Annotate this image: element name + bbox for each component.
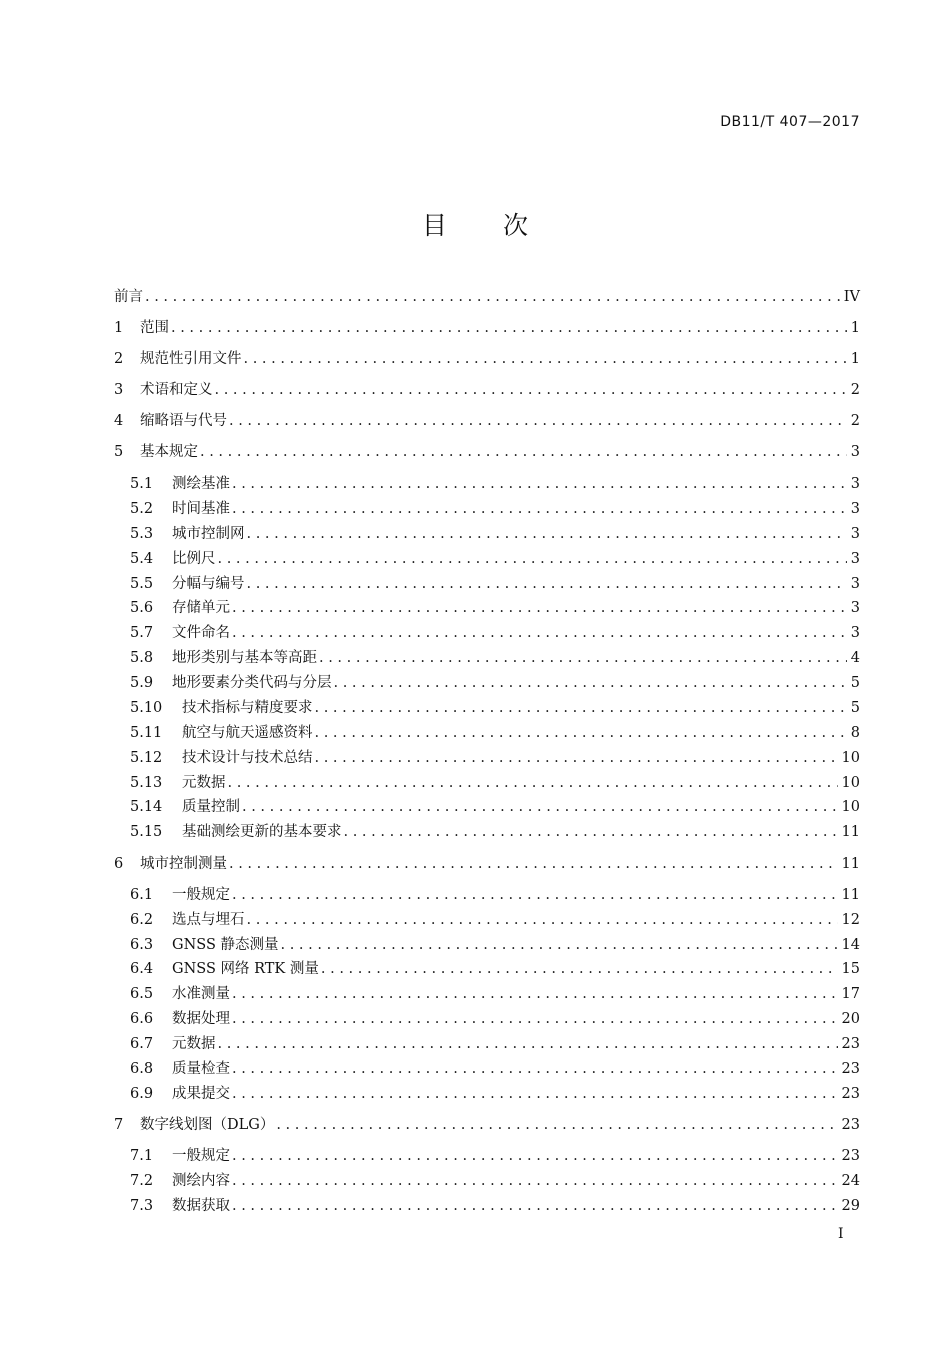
- toc-dot-leader: [281, 934, 838, 956]
- toc-entry[interactable]: [114, 1114, 860, 1136]
- toc-entry-page: 3: [850, 551, 860, 567]
- toc-entry-title: 元数据: [172, 1036, 216, 1052]
- title-char-1: 目: [421, 211, 447, 240]
- toc-entry[interactable]: [114, 853, 860, 875]
- toc-dot-leader: [247, 909, 838, 931]
- toc-entry-title: 航空与航天遥感资料: [182, 725, 313, 741]
- toc-entry[interactable]: [130, 622, 860, 644]
- toc-entry-number: 5.5: [130, 576, 154, 592]
- toc-entry-number: 7.1: [130, 1148, 154, 1164]
- toc-entry-number: 5.12: [130, 750, 163, 766]
- toc-entry[interactable]: [130, 1170, 860, 1192]
- toc-entry[interactable]: [130, 958, 860, 980]
- toc-entry[interactable]: [114, 410, 860, 432]
- toc-entry-title: 时间基准: [172, 501, 230, 517]
- toc-dot-leader: [232, 983, 838, 1005]
- toc-entry-title: 存储单元: [172, 600, 230, 616]
- toc-dot-leader: [232, 597, 847, 619]
- toc-entry-number: 5.2: [130, 501, 154, 517]
- toc-entry-page: IV: [843, 289, 860, 305]
- toc-entry-title: 测绘基准: [172, 476, 230, 492]
- toc-entry-title: 前言: [114, 289, 143, 305]
- toc-entry[interactable]: [130, 772, 860, 794]
- toc-entry[interactable]: [130, 934, 860, 956]
- toc-entry-number: 1: [114, 320, 124, 336]
- document-code: DB11/T 407—2017: [720, 114, 860, 130]
- toc-entry-page: 12: [841, 912, 860, 928]
- toc-entry-title: 一般规定: [172, 887, 230, 903]
- toc-entry-page: 29: [841, 1198, 860, 1214]
- toc-entry-page: 23: [841, 1036, 860, 1052]
- toc-entry-page: 10: [841, 799, 860, 815]
- toc-entry-title: 术语和定义: [140, 382, 213, 398]
- title-char-2: 次: [503, 211, 529, 240]
- toc-entry-number: 5.4: [130, 551, 154, 567]
- toc-dot-leader: [232, 1170, 838, 1192]
- toc-entry-page: 3: [850, 526, 860, 542]
- toc-entry-page: 3: [850, 444, 860, 460]
- toc-entry-title: GNSS 网络 RTK 测量: [172, 961, 319, 977]
- toc-dot-leader: [276, 1114, 837, 1136]
- toc-entry-number: 5.1: [130, 476, 154, 492]
- toc-entry[interactable]: [130, 473, 860, 495]
- toc-entry-number: 5.7: [130, 625, 154, 641]
- toc-entry-title: 数据获取: [172, 1198, 230, 1214]
- toc-entry[interactable]: [130, 672, 860, 694]
- page-number: I: [838, 1226, 844, 1242]
- toc-entry-title: 比例尺: [172, 551, 216, 567]
- toc-entry-page: 11: [841, 887, 860, 903]
- toc-dot-leader: [171, 317, 847, 339]
- toc-entry-number: 4: [114, 413, 124, 429]
- toc-dot-leader: [232, 1058, 838, 1080]
- toc-entry-page: 11: [841, 824, 860, 840]
- toc-entry[interactable]: [114, 317, 860, 339]
- page-title: [0, 206, 950, 242]
- toc-entry-page: 5: [850, 675, 860, 691]
- toc-entry-number: 6.8: [130, 1061, 154, 1077]
- toc-entry-number: 5.6: [130, 600, 154, 616]
- toc-entry[interactable]: [130, 498, 860, 520]
- toc-dot-leader: [232, 1145, 838, 1167]
- toc-dot-leader: [315, 697, 847, 719]
- toc-dot-leader: [315, 722, 847, 744]
- toc-dot-leader: [232, 622, 847, 644]
- toc-entry-number: 2: [114, 351, 124, 367]
- toc-entry-page: 4: [850, 650, 860, 666]
- toc-dot-leader: [232, 473, 847, 495]
- toc-dot-leader: [232, 1195, 838, 1217]
- toc-entry[interactable]: [130, 909, 860, 931]
- toc-entry[interactable]: [114, 286, 860, 308]
- toc-entry[interactable]: [130, 697, 860, 719]
- toc-entry-title: 质量检查: [172, 1061, 230, 1077]
- toc-entry-number: 5.14: [130, 799, 163, 815]
- toc-dot-leader: [242, 796, 838, 818]
- toc-entry[interactable]: [114, 379, 860, 401]
- toc-entry-page: 3: [850, 600, 860, 616]
- toc-dot-leader: [218, 548, 847, 570]
- toc-entry-page: 14: [841, 937, 860, 953]
- toc-entry-title: 基本规定: [140, 444, 198, 460]
- toc-entry[interactable]: [130, 1083, 860, 1105]
- toc-entry-page: 10: [841, 750, 860, 766]
- toc-entry-page: 5: [850, 700, 860, 716]
- toc-entry-number: 6.9: [130, 1086, 154, 1102]
- toc-dot-leader: [244, 348, 847, 370]
- toc-entry-title: 技术指标与精度要求: [182, 700, 313, 716]
- toc-entry-page: 24: [841, 1173, 860, 1189]
- toc-entry-title: 水准测量: [172, 986, 230, 1002]
- toc-dot-leader: [232, 884, 838, 906]
- toc-dot-leader: [247, 523, 847, 545]
- toc-entry-title: 元数据: [182, 775, 226, 791]
- toc-entry-page: 3: [850, 625, 860, 641]
- toc-entry[interactable]: [130, 573, 860, 595]
- toc-entry[interactable]: [130, 1145, 860, 1167]
- toc-entry-title: 数据处理: [172, 1011, 230, 1027]
- toc-dot-leader: [228, 772, 838, 794]
- toc-entry[interactable]: [114, 348, 860, 370]
- toc-dot-leader: [232, 1008, 838, 1030]
- toc-entry-page: 2: [850, 382, 860, 398]
- toc-entry-page: 23: [841, 1117, 860, 1133]
- toc-entry[interactable]: [130, 523, 860, 545]
- toc-entry[interactable]: [130, 722, 860, 744]
- toc-entry-page: 1: [850, 320, 860, 336]
- toc-entry-number: 6.2: [130, 912, 154, 928]
- toc-entry[interactable]: [130, 747, 860, 769]
- toc-dot-leader: [215, 379, 847, 401]
- toc-entry-number: 6.4: [130, 961, 154, 977]
- toc-entry-number: 5.9: [130, 675, 154, 691]
- toc-entry-title: 技术设计与技术总结: [182, 750, 313, 766]
- toc-entry-title: GNSS 静态测量: [172, 937, 279, 953]
- toc-dot-leader: [319, 647, 847, 669]
- toc-entry[interactable]: [130, 1058, 860, 1080]
- toc-entry[interactable]: [130, 647, 860, 669]
- toc-entry-title: 一般规定: [172, 1148, 230, 1164]
- toc-entry[interactable]: [130, 1033, 860, 1055]
- toc-entry-title: 范围: [140, 320, 169, 336]
- toc-entry-page: 23: [841, 1061, 860, 1077]
- toc-entry-number: 5.8: [130, 650, 154, 666]
- toc-entry-number: 7: [114, 1117, 124, 1133]
- toc-entry-title: 文件命名: [172, 625, 230, 641]
- toc-entry-title: 数字线划图（DLG）: [140, 1117, 275, 1133]
- toc-entry-page: 3: [850, 576, 860, 592]
- toc-dot-leader: [229, 410, 847, 432]
- toc-entry-title: 分幅与编号: [172, 576, 245, 592]
- toc-entry-title: 成果提交: [172, 1086, 230, 1102]
- toc-dot-leader: [232, 498, 847, 520]
- toc-entry[interactable]: [130, 597, 860, 619]
- toc-entry-page: 3: [850, 476, 860, 492]
- toc-entry-number: 7.2: [130, 1173, 154, 1189]
- toc-entry-page: 11: [841, 856, 860, 872]
- toc-dot-leader: [344, 821, 838, 843]
- toc-entry-number: 6.1: [130, 887, 154, 903]
- toc-entry-number: 5.13: [130, 775, 163, 791]
- toc-entry-number: 5.15: [130, 824, 163, 840]
- toc-entry[interactable]: [130, 796, 860, 818]
- toc-dot-leader: [200, 441, 847, 463]
- toc-entry-number: 6.7: [130, 1036, 154, 1052]
- toc-dot-leader: [229, 853, 838, 875]
- toc-entry-title: 质量控制: [182, 799, 240, 815]
- toc-dot-leader: [145, 286, 840, 308]
- toc-entry-page: 17: [841, 986, 860, 1002]
- toc-entry-number: 6.6: [130, 1011, 154, 1027]
- toc-entry[interactable]: [130, 884, 860, 906]
- toc-entry-title: 测绘内容: [172, 1173, 230, 1189]
- toc-entry-number: 6: [114, 856, 124, 872]
- toc-entry-number: 6.5: [130, 986, 154, 1002]
- toc-entry-page: 8: [850, 725, 860, 741]
- toc-dot-leader: [321, 958, 838, 980]
- toc-entry[interactable]: [130, 983, 860, 1005]
- toc-entry-page: 15: [841, 961, 860, 977]
- toc-entry-title: 选点与埋石: [172, 912, 245, 928]
- toc-dot-leader: [247, 573, 847, 595]
- toc-entry[interactable]: [130, 548, 860, 570]
- toc-entry-title: 规范性引用文件: [140, 351, 242, 367]
- toc-entry-number: 5.10: [130, 700, 163, 716]
- toc-entry-number: 5: [114, 444, 124, 460]
- toc-entry-title: 城市控制测量: [140, 856, 227, 872]
- toc-entry-title: 地形类别与基本等高距: [172, 650, 317, 666]
- toc-dot-leader: [232, 1083, 838, 1105]
- toc-entry-number: 7.3: [130, 1198, 154, 1214]
- toc-dot-leader: [334, 672, 847, 694]
- toc-entry-page: 1: [850, 351, 860, 367]
- toc-entry-page: 23: [841, 1086, 860, 1102]
- toc-entry-title: 缩略语与代号: [140, 413, 227, 429]
- toc-dot-leader: [315, 747, 838, 769]
- toc-entry-title: 地形要素分类代码与分层: [172, 675, 332, 691]
- toc-entry-number: 5.3: [130, 526, 154, 542]
- toc-entry-title: 城市控制网: [172, 526, 245, 542]
- toc-entry-page: 3: [850, 501, 860, 517]
- toc-entry[interactable]: [130, 821, 860, 843]
- toc-entry-page: 10: [841, 775, 860, 791]
- toc-entry-page: 2: [850, 413, 860, 429]
- toc-entry-page: 20: [841, 1011, 860, 1027]
- toc-entry-page: 23: [841, 1148, 860, 1164]
- toc-entry[interactable]: [114, 441, 860, 463]
- toc-entry-number: 6.3: [130, 937, 154, 953]
- toc-entry-number: 5.11: [130, 725, 163, 741]
- toc-dot-leader: [218, 1033, 838, 1055]
- toc-entry-title: 基础测绘更新的基本要求: [182, 824, 342, 840]
- toc-entry-number: 3: [114, 382, 124, 398]
- toc-entry[interactable]: [130, 1008, 860, 1030]
- toc-entry[interactable]: [130, 1195, 860, 1217]
